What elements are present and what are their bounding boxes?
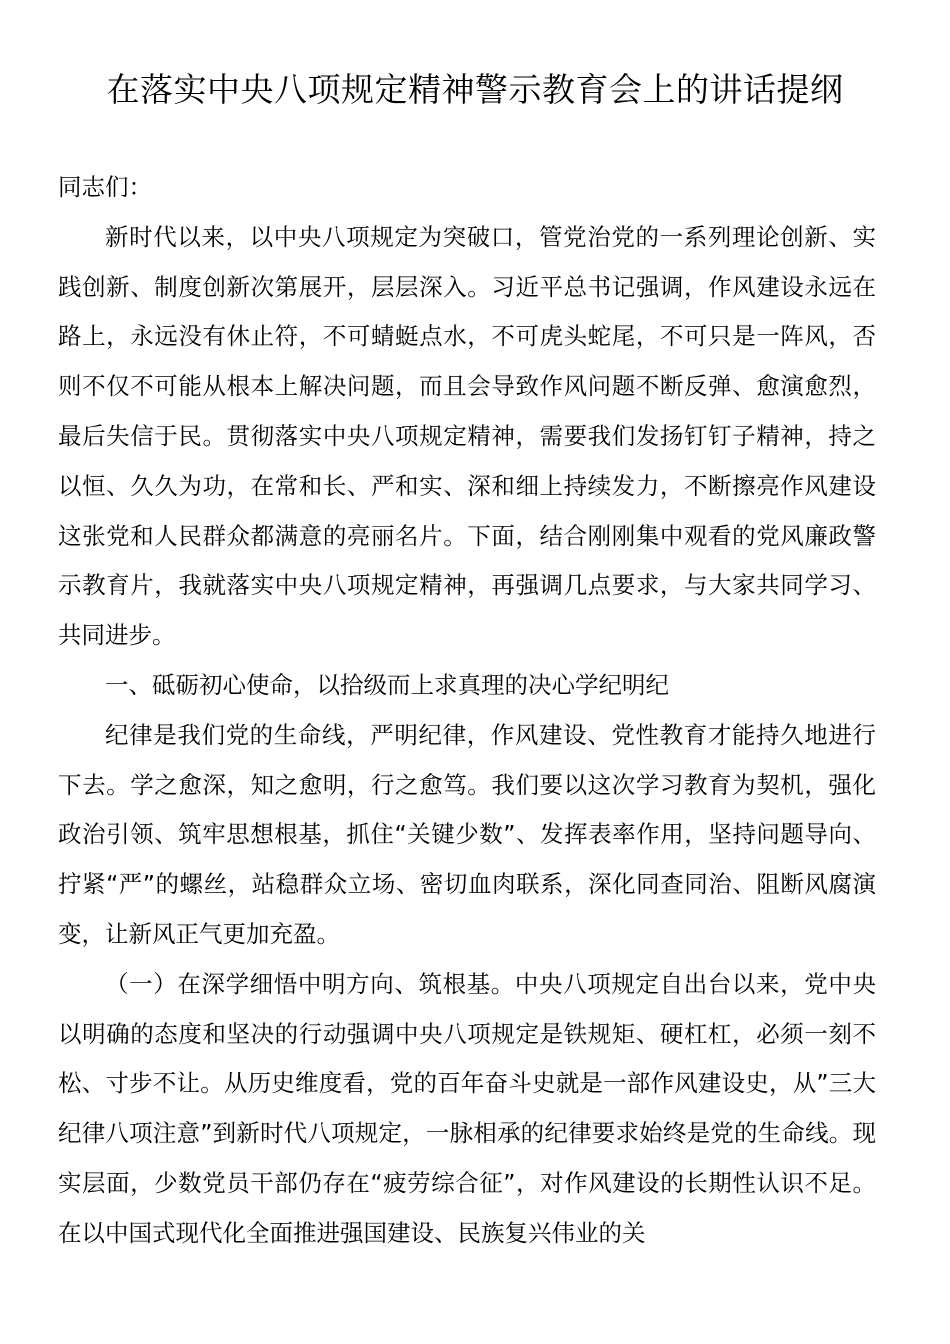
section-heading-1: 一、砥砺初心使命，以拾级而上求真理的决心学纪明纪: [105, 670, 669, 699]
paragraph-subsection-1: （一）在深学细悟中明方向、筑根基。中央八项规定自出台以来，党中央以明确的态度和坚决的行动强调中央八项规定是铁规矩、硬杠杠，必须一刻不松、寸步不让。从历史维度看，党的百年奋斗史就是一部作风建设史，从”三大纪律八项注意”到新时代八项规定，一脉相承的纪律要求始终是党的生命线。现实层面，少数党员干部仍存在“疲劳综合征”，对作风建设的长期性认识不足。在以中国式现代化全面推进强国建设、民族复兴伟业的关: [58, 969, 876, 1247]
greeting: 同志们：: [58, 173, 152, 201]
document-body: [58, 163, 876, 1259]
paragraph-discipline: 纪律是我们党的生命线，严明纪律，作风建设、党性教育才能持久地进行下去。学之愈深，知之愈明，行之愈笃。我们要以这次学习教育为契机，强化政治引领、筑牢思想根基，抓住“关键少数”、发挥表率作用，坚持问题导向、拧紧“严”的螺丝，站稳群众立场、密切血肉联系，深化同查同治、阻断风腐演变，让新风正气更加充盈。: [58, 720, 876, 948]
paragraph-intro: 新时代以来，以中央八项规定为突破口，管党治党的一系列理论创新、实践创新、制度创新次第展开，层层深入。习近平总书记强调，作风建设永远在路上，永远没有休止符，不可蜻蜓点水，不可虎头蛇尾，不可只是一阵风，否则不仅不可能从根本上解决问题，而且会导致作风问题不断反弹、愈演愈烈，最后失信于民。贯彻落实中央八项规定精神，需要我们发扬钉钉子精神，持之以恒、久久为功，在常和长、严和实、深和细上持续发力，不断擦亮作风建设这张党和人民群众都满意的亮丽名片。下面，结合刚刚集中观看的党风廉政警示教育片，我就落实中央八项规定精神，再强调几点要求，与大家共同学习、共同进步。: [58, 222, 876, 650]
document-title: 在落实中央八项规定精神警示教育会上的讲话提纲: [106, 70, 844, 109]
